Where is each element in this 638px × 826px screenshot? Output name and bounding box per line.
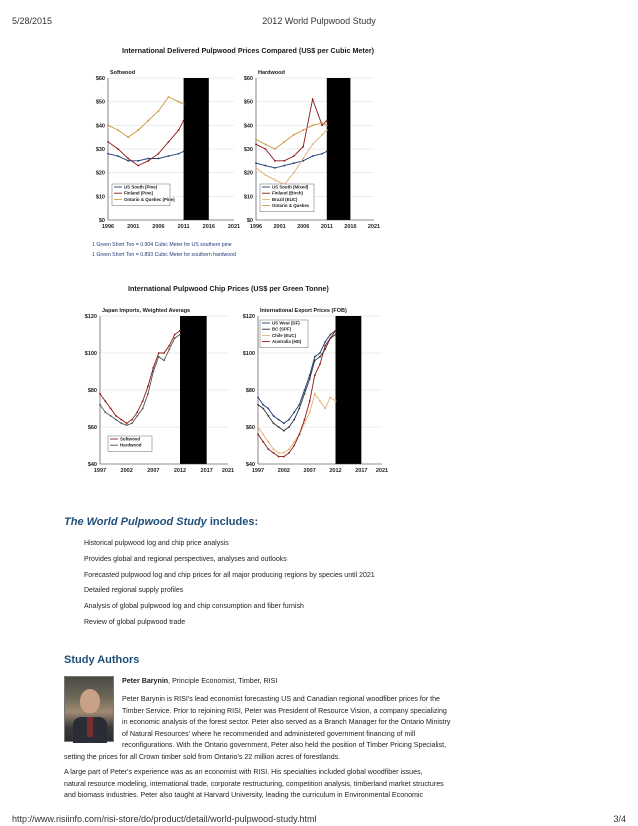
data-point <box>326 124 328 126</box>
data-point <box>288 426 290 428</box>
forecast-block <box>327 78 351 220</box>
data-point <box>309 400 311 402</box>
x-tick-label: 2006 <box>152 224 165 230</box>
y-tick-label: $30 <box>243 147 253 153</box>
data-point <box>273 422 275 424</box>
y-tick-label: $20 <box>95 170 105 177</box>
data-point <box>110 408 112 410</box>
y-tick-label: $0 <box>98 218 105 224</box>
data-point <box>168 155 170 157</box>
data-point <box>117 148 119 150</box>
data-point <box>293 155 295 157</box>
data-point <box>107 141 109 143</box>
data-point <box>265 165 267 167</box>
y-tick-label: $10 <box>243 194 253 201</box>
data-point <box>283 141 285 143</box>
chart-title: International Export Prices (FOB) <box>260 308 347 314</box>
data-point <box>278 419 280 421</box>
list-item: Detailed regional supply profiles <box>84 587 184 595</box>
x-tick-label: 2016 <box>344 224 357 230</box>
x-tick-label: 2002 <box>277 468 290 474</box>
data-point <box>273 415 275 417</box>
data-point <box>147 385 149 387</box>
data-point <box>321 134 323 136</box>
data-point <box>127 136 129 138</box>
data-point <box>304 419 306 421</box>
legend-label: Softwood <box>120 436 140 442</box>
data-point <box>283 422 285 424</box>
data-point <box>293 134 295 136</box>
y-tick-label: $80 <box>245 388 255 394</box>
conversion-note-pine: 1 Green Short Ton = 0.904 Cubic Meter for US southern pine <box>92 242 232 248</box>
includes-heading: The World Pulpwood Study includes: <box>64 516 259 528</box>
y-tick-label: $10 <box>95 194 105 201</box>
list-item: Forecasted pulpwood log and chip prices for all major producing regions by species until 2021 <box>84 571 375 579</box>
data-point <box>304 393 306 395</box>
data-point <box>302 129 304 131</box>
y-tick-label: $60 <box>243 76 253 82</box>
data-point <box>314 360 316 362</box>
data-point <box>147 393 149 395</box>
x-tick-label: 2021 <box>367 224 381 230</box>
data-point <box>298 434 300 436</box>
data-point <box>267 408 269 410</box>
data-point <box>104 400 106 402</box>
legend-label: Ontario & Quebec (Pine) <box>124 196 175 202</box>
data-point <box>326 120 328 122</box>
x-tick-label: 2017 <box>200 468 213 474</box>
x-tick-label: 1997 <box>251 468 265 474</box>
y-tick-label: $120 <box>84 314 97 320</box>
y-tick-label: $50 <box>243 99 253 106</box>
data-point <box>274 167 276 169</box>
y-tick-label: $60 <box>95 76 105 82</box>
data-point <box>319 352 321 354</box>
data-point <box>107 153 109 155</box>
data-point <box>178 153 180 155</box>
y-tick-label: $30 <box>95 147 105 153</box>
x-tick-label: 2011 <box>320 224 333 230</box>
x-tick-label: 2011 <box>177 224 190 230</box>
data-point <box>267 415 269 417</box>
data-point <box>147 158 149 160</box>
chart-title: Hardwood <box>258 70 285 76</box>
data-point <box>267 441 269 443</box>
data-point <box>262 441 264 443</box>
data-point <box>147 160 149 162</box>
data-point <box>117 129 119 131</box>
x-tick-label: 2021 <box>375 468 389 474</box>
data-point <box>117 155 119 157</box>
y-tick-label: $0 <box>246 218 253 224</box>
y-tick-label: $80 <box>87 388 97 394</box>
data-point <box>137 165 139 167</box>
data-point <box>319 356 321 358</box>
x-tick-label: 1996 <box>101 224 115 230</box>
data-point <box>137 129 139 131</box>
author-role: , Principle Economist, Timber, RISI <box>168 677 278 685</box>
data-point <box>168 348 170 350</box>
data-point <box>126 424 128 426</box>
legend-label: Ontario & Quebec <box>272 203 310 209</box>
data-point <box>126 422 128 424</box>
y-tick-label: $20 <box>243 170 253 177</box>
x-tick-label: 2021 <box>227 224 241 230</box>
data-point <box>293 162 295 164</box>
data-point <box>115 419 117 421</box>
data-point <box>288 448 290 450</box>
y-tick-label: $60 <box>87 425 97 431</box>
data-point <box>174 337 176 339</box>
data-point <box>110 415 112 417</box>
list-item: Historical pulpwood log and chip price analysis <box>84 540 229 547</box>
data-point <box>329 337 331 339</box>
data-point <box>319 400 321 402</box>
data-point <box>283 456 285 458</box>
authors-heading: Study Authors <box>64 654 140 666</box>
data-point <box>158 153 160 155</box>
author-photo <box>64 676 114 742</box>
y-tick-label: $40 <box>87 462 97 468</box>
chart-softwood <box>80 66 240 236</box>
data-point <box>321 122 323 124</box>
data-point <box>265 143 267 145</box>
data-point <box>158 158 160 160</box>
data-point <box>131 419 133 421</box>
data-point <box>179 334 181 336</box>
conversion-note-hardwood: 1 Green Short Ton = 0.893 Cubic Meter for southern hardwood <box>92 252 236 258</box>
data-point <box>324 341 326 343</box>
list-item: Analysis of global pulpwood log and chip consumption and fiber furnish <box>84 603 304 611</box>
author-name: Peter Barynin <box>122 677 169 685</box>
author-name-line <box>122 676 277 688</box>
data-point <box>273 448 275 450</box>
data-point <box>302 146 304 148</box>
data-point <box>283 160 285 162</box>
data-point <box>329 334 331 336</box>
series-line <box>108 151 184 160</box>
print-title: 2012 World Pulpwood Study <box>262 16 376 26</box>
data-point <box>335 400 337 402</box>
data-point <box>309 378 311 380</box>
data-point <box>131 422 133 424</box>
data-point <box>278 426 280 428</box>
series-line <box>258 394 336 453</box>
legend-label: Chile (EUC) <box>272 332 297 338</box>
x-tick-label: 2002 <box>120 468 133 474</box>
chart-hardwood <box>232 66 382 236</box>
data-point <box>142 408 144 410</box>
data-point <box>183 150 185 152</box>
data-point <box>312 124 314 126</box>
data-point <box>293 441 295 443</box>
page-url: http://www.risiinfo.com/risi-store/do/product/detail/world-pulpwood-study.html <box>12 814 317 824</box>
data-point <box>179 330 181 332</box>
data-point <box>262 404 264 406</box>
data-point <box>107 124 109 126</box>
data-point <box>183 103 185 105</box>
data-point <box>293 172 295 174</box>
data-point <box>158 352 160 354</box>
data-point <box>152 371 154 373</box>
data-point <box>257 434 259 436</box>
x-tick-label: 2001 <box>127 224 140 230</box>
data-point <box>302 158 304 160</box>
data-point <box>257 426 259 428</box>
chart-title: Softwood <box>110 70 136 76</box>
x-tick-label: 2012 <box>173 468 187 474</box>
series-line <box>256 99 327 161</box>
data-point <box>335 330 337 332</box>
data-point <box>314 393 316 395</box>
data-point <box>267 448 269 450</box>
data-point <box>293 411 295 413</box>
data-point <box>142 400 144 402</box>
data-point <box>174 334 176 336</box>
data-point <box>312 143 314 145</box>
data-point <box>312 155 314 157</box>
data-point <box>178 129 180 131</box>
data-point <box>283 452 285 454</box>
data-point <box>324 345 326 347</box>
y-tick-label: $100 <box>242 351 255 357</box>
data-point <box>293 445 295 447</box>
series-line <box>108 97 184 137</box>
data-point <box>168 141 170 143</box>
data-point <box>309 411 311 413</box>
includes-list <box>84 540 564 635</box>
study-name: The World Pulpwood Study <box>64 516 207 528</box>
data-point <box>163 352 165 354</box>
legend-label: US South (Pine) <box>124 184 158 190</box>
chart-japan-imports <box>78 302 238 482</box>
data-point <box>335 334 337 336</box>
data-point <box>158 356 160 358</box>
legend-label: Finland (Birch) <box>272 190 303 196</box>
data-point <box>120 422 122 424</box>
page-number: 3/4 <box>613 814 626 824</box>
y-tick-label: $60 <box>245 425 255 431</box>
data-point <box>257 397 259 399</box>
forecast-block <box>180 316 207 464</box>
legend-label: US West (DF) <box>272 320 300 326</box>
data-point <box>120 419 122 421</box>
data-point <box>127 160 129 162</box>
data-point <box>99 393 101 395</box>
data-point <box>314 356 316 358</box>
data-point <box>274 160 276 162</box>
data-point <box>312 98 314 100</box>
data-point <box>265 148 267 150</box>
forecast-block <box>184 78 209 220</box>
data-point <box>324 408 326 410</box>
x-tick-label: 2017 <box>355 468 368 474</box>
data-point <box>283 430 285 432</box>
data-point <box>298 408 300 410</box>
data-point <box>326 129 328 131</box>
author-bio-para1-end: setting the prices for all Crown timber sold from Ontario's 22 million acres of forestlands. <box>64 753 341 761</box>
legend-label: Hardwood <box>120 442 142 448</box>
chart-title: Japan Imports, Weighted Average <box>102 308 191 314</box>
data-point <box>255 162 257 164</box>
data-point <box>127 158 129 160</box>
data-point <box>293 419 295 421</box>
x-tick-label: 2021 <box>221 468 235 474</box>
print-date: 5/28/2015 <box>12 16 53 26</box>
data-point <box>136 411 138 413</box>
data-point <box>321 124 323 126</box>
legend-label: Australia (HD) <box>272 339 302 345</box>
data-point <box>265 174 267 176</box>
y-tick-label: $40 <box>245 462 255 468</box>
author-bio-para2: A large part of Peter's experience was as an economist with RISI. His specialties included global woodfiber issues, natural resource modeling, international trade, corporate restructuring, competition analysis, timberland market structures and biomass industries. Peter also taught at Harvard University, leading the curriculum in Environmental Economic <box>64 768 444 800</box>
data-point <box>319 363 321 365</box>
data-point <box>168 345 170 347</box>
data-point <box>99 404 101 406</box>
x-tick-label: 2016 <box>202 224 215 230</box>
data-point <box>274 148 276 150</box>
figure2-title: International Pulpwood Chip Prices (US$ per Green Tonne) <box>128 284 329 293</box>
data-point <box>168 96 170 98</box>
data-point <box>147 120 149 122</box>
series-line <box>256 151 327 168</box>
x-tick-label: 2012 <box>329 468 342 474</box>
data-point <box>255 167 257 169</box>
data-point <box>329 397 331 399</box>
data-point <box>136 415 138 417</box>
series-line <box>256 123 327 149</box>
data-point <box>273 452 275 454</box>
y-tick-label: $40 <box>95 123 105 130</box>
data-point <box>321 153 323 155</box>
data-point <box>274 179 276 181</box>
data-point <box>178 101 180 103</box>
data-point <box>104 411 106 413</box>
data-point <box>257 404 259 406</box>
x-tick-label: 2006 <box>297 224 310 230</box>
list-item: Provides global and regional perspectives, analyses and outlooks <box>84 555 287 563</box>
x-tick-label: 2007 <box>303 468 316 474</box>
author-bio-para1: Peter Barynin is RISI's lead economist forecasting US and Canadian regional woodfiber prices for the Timber Service. Prior to rejoining RISI, Peter was President of Resource Vision, a company specializing in economic analysis of the forest sector. Peter also served as a Branch Manager for the Ontario Ministry of Natural Resources' where he recommended and administered government financing of mill reconfigurations. With the Ontario government, Peter also held the position of Timber Pricing Specialist, <box>122 695 451 750</box>
chart-export-prices <box>232 302 392 482</box>
data-point <box>255 139 257 141</box>
data-point <box>278 452 280 454</box>
data-point <box>255 143 257 145</box>
list-item: Review of global pulpwood trade <box>84 618 186 626</box>
y-tick-label: $50 <box>95 99 105 106</box>
data-point <box>137 160 139 162</box>
y-tick-label: $100 <box>84 351 97 357</box>
y-tick-label: $40 <box>243 123 253 130</box>
forecast-block <box>336 316 362 464</box>
legend-label: Brazil (EUC) <box>272 196 298 202</box>
legend-label: Finland (Pine) <box>124 190 154 196</box>
legend-label: US South (Mixed) <box>272 184 309 190</box>
data-point <box>288 452 290 454</box>
data-point <box>314 374 316 376</box>
legend-label: BC (SPF) <box>272 326 292 332</box>
data-point <box>262 408 264 410</box>
data-point <box>183 120 185 122</box>
series-line <box>100 331 180 424</box>
data-point <box>158 110 160 112</box>
data-point <box>288 419 290 421</box>
y-tick-label: $120 <box>242 314 255 320</box>
x-tick-label: 2001 <box>273 224 286 230</box>
data-point <box>283 165 285 167</box>
data-point <box>115 415 117 417</box>
data-point <box>278 456 280 458</box>
figure1-title: International Delivered Pulpwood Prices Compared (US$ per Cubic Meter) <box>122 46 375 55</box>
x-tick-label: 2007 <box>147 468 160 474</box>
data-point <box>262 434 264 436</box>
data-point <box>326 150 328 152</box>
x-tick-label: 1996 <box>249 224 263 230</box>
x-tick-label: 1997 <box>93 468 107 474</box>
data-point <box>163 360 165 362</box>
